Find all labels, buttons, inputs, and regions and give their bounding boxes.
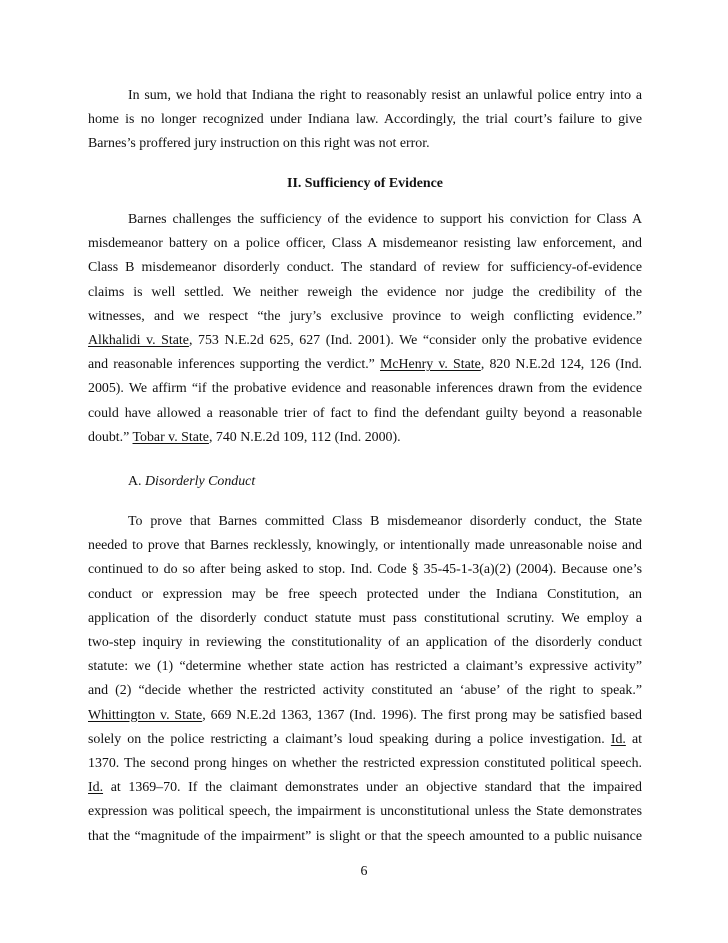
subsection-heading — [128, 470, 255, 494]
text-line: that the “magnitude of the impairment” is slight or that the speech amounted to a public nuisance — [88, 828, 642, 844]
text-line: misdemeanor battery on a police officer, Class A misdemeanor resisting law enforcement, and — [88, 236, 642, 252]
text-line — [88, 329, 642, 353]
text-line: application of the disorderly conduct statute must pass constitutional scrutiny. We employ a — [88, 610, 642, 626]
text-line: claims is well settled. We neither reweigh the evidence nor judge the credibility of the — [88, 284, 642, 300]
paragraph-disorderly-conduct — [88, 510, 642, 849]
text-line — [88, 776, 642, 800]
text-fragment: , 753 N.E.2d 625, 627 (Ind. 2001). We “consider only the probative evidence — [188, 333, 642, 349]
text-line: continued to do so after being asked to stop. Ind. Code § 35-45-1-3(a)(2) (2004). Because one’s — [88, 562, 642, 578]
text-fragment: , 669 N.E.2d 1363, 1367 (Ind. 1996). The first prong may be satisfied based — [202, 707, 642, 723]
case-citation: Whittington v. State — [88, 707, 203, 723]
text-line: statute: we (1) “determine whether state action has restricted a claimant’s expressive activity” — [88, 659, 642, 675]
paragraph-conclusion — [88, 84, 642, 157]
text-fragment: , 740 N.E.2d 109, 112 (Ind. 2000). — [208, 429, 401, 445]
text-line: home is no longer recognized under Indiana law. Accordingly, the trial court’s failure to give — [88, 112, 642, 128]
text-line: 2005). We affirm “if the probative evidence and reasonable inferences drawn from the evidence — [88, 381, 642, 397]
text-fragment: solely on the police restricting a claimant’s loud speaking during a police investigation. — [88, 731, 611, 747]
text-fragment: , 820 N.E.2d 124, 126 (Ind. — [480, 357, 642, 373]
case-citation: Tobar v. State — [132, 429, 209, 445]
paragraph-sufficiency — [88, 208, 642, 450]
text-line: Barnes challenges the sufficiency of the evidence to support his conviction for Class A — [128, 212, 642, 227]
subsection-title: Disorderly Conduct — [144, 474, 256, 489]
section-heading: II. Sufficiency of Evidence — [287, 176, 443, 191]
case-citation: McHenry v. State — [380, 357, 481, 373]
text-line — [88, 426, 642, 450]
text-line: witnesses, and we respect “the jury’s exclusive province to weigh conflicting evidence.” — [88, 308, 642, 324]
text-line — [88, 728, 642, 752]
page-number: 6 — [360, 864, 368, 879]
text-line: needed to prove that Barnes recklessly, knowingly, or intentionally made unreasonable noise and — [88, 538, 642, 554]
text-line: two-step inquiry in reviewing the constitutionality of an application of the disorderly conduct — [88, 635, 642, 651]
text-line: expression was political speech, the impairment is unconstitutional unless the State demonstrates — [88, 804, 642, 820]
text-line — [88, 704, 642, 728]
text-line — [88, 353, 642, 377]
subsection-label: A. — [128, 474, 145, 489]
text-fragment: at 1369–70. If the claimant demonstrates under an objective standard that the impaired — [103, 780, 642, 796]
case-citation: Alkhalidi v. State — [88, 333, 189, 349]
id-citation: Id. — [610, 731, 626, 747]
text-line: To prove that Barnes committed Class B misdemeanor disorderly conduct, the State — [128, 514, 642, 529]
text-fragment: doubt.” — [88, 429, 133, 445]
text-line: 1370. The second prong hinges on whether the restricted expression constituted political speech. — [88, 756, 642, 772]
text-line: Barnes’s proffered jury instruction on this right was not error. — [88, 136, 430, 152]
text-line: conduct or expression may be free speech protected under the Indiana Constitution, an — [88, 586, 642, 602]
text-fragment: at — [625, 731, 643, 747]
text-line: Class B misdemeanor disorderly conduct. The standard of review for sufficiency-of-evidence — [88, 260, 642, 276]
text-line: In sum, we hold that Indiana the right to reasonably resist an unlawful police entry into a — [128, 88, 642, 103]
id-citation: Id. — [88, 780, 104, 796]
text-fragment: and reasonable inferences supporting the verdict.” — [88, 357, 380, 373]
text-line: and (2) “decide whether the restricted activity constituted an ‘abuse’ of the right to speak.” — [88, 683, 642, 699]
text-line: could have allowed a reasonable trier of fact to find the defendant guilty beyond a reasonable — [88, 405, 642, 421]
